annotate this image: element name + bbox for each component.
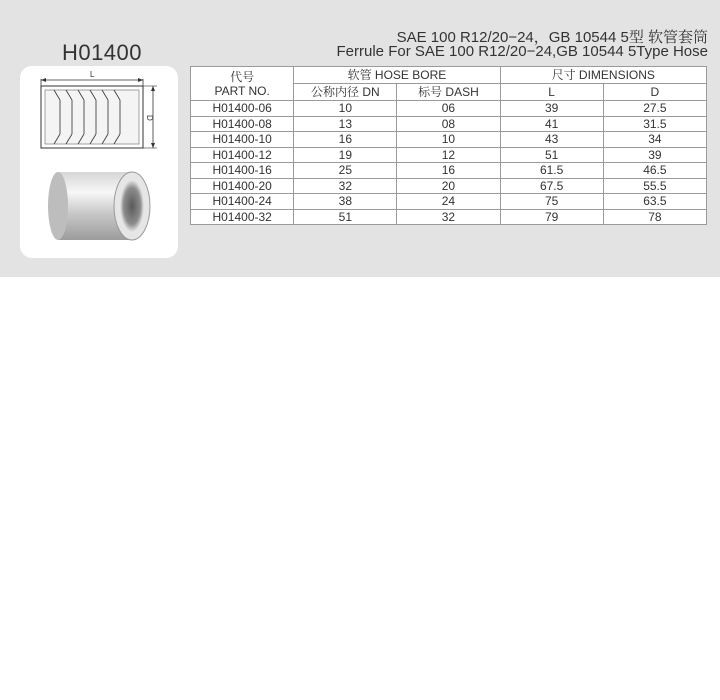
table-row xyxy=(191,101,707,117)
table-header-row xyxy=(191,67,707,84)
model-number: H01400 xyxy=(61,40,143,65)
cross-section-drawing xyxy=(41,70,157,148)
header-dn: 公称内径 DN xyxy=(294,84,397,101)
cell-dn: 25 xyxy=(294,163,397,179)
dimensions-table xyxy=(190,66,707,225)
cell-dash: 16 xyxy=(397,163,500,179)
cell-dash: 10 xyxy=(397,132,500,148)
ferrule-photo xyxy=(48,172,150,240)
cell-part: H01400-06 xyxy=(191,101,294,117)
cell-d: 63.5 xyxy=(603,194,706,210)
table-row xyxy=(191,209,707,225)
table-row xyxy=(191,163,707,179)
cell-l: 61.5 xyxy=(500,163,603,179)
cell-l: 79 xyxy=(500,209,603,225)
cell-dash: 20 xyxy=(397,178,500,194)
cell-part: H01400-12 xyxy=(191,147,294,163)
cell-dash: 32 xyxy=(397,209,500,225)
table-row xyxy=(191,132,707,148)
cell-dash: 08 xyxy=(397,116,500,132)
dimension-label-l: L xyxy=(90,70,95,79)
dimension-label-d: D xyxy=(145,115,154,121)
cell-d: 46.5 xyxy=(603,163,706,179)
cell-dn: 16 xyxy=(294,132,397,148)
cell-l: 43 xyxy=(500,132,603,148)
cell-part: H01400-16 xyxy=(191,163,294,179)
cell-dash: 12 xyxy=(397,147,500,163)
header-dash: 标号 DASH xyxy=(397,84,500,101)
header-part-en: PART NO. xyxy=(214,83,270,98)
cell-dn: 32 xyxy=(294,178,397,194)
cell-l: 75 xyxy=(500,194,603,210)
cell-d: 39 xyxy=(603,147,706,163)
table-row xyxy=(191,116,707,132)
cell-part: H01400-10 xyxy=(191,132,294,148)
cell-dn: 38 xyxy=(294,194,397,210)
cell-l: 51 xyxy=(500,147,603,163)
cell-dash: 06 xyxy=(397,101,500,117)
table-row xyxy=(191,194,707,210)
product-image-card xyxy=(20,66,178,258)
cell-part: H01400-32 xyxy=(191,209,294,225)
header-part-no xyxy=(191,67,294,101)
table-row xyxy=(191,147,707,163)
cell-part: H01400-08 xyxy=(191,116,294,132)
cell-part: H01400-24 xyxy=(191,194,294,210)
table-row xyxy=(191,178,707,194)
cell-dash: 24 xyxy=(397,194,500,210)
header-l: L xyxy=(500,84,603,101)
cell-d: 55.5 xyxy=(603,178,706,194)
cell-dn: 51 xyxy=(294,209,397,225)
cell-l: 41 xyxy=(500,116,603,132)
title-line-1: SAE 100 R12/20−24，GB 10544 5型 软管套筒 xyxy=(396,29,708,46)
cell-d: 78 xyxy=(603,209,706,225)
cell-dn: 13 xyxy=(294,116,397,132)
cell-l: 39 xyxy=(500,101,603,117)
cell-dn: 10 xyxy=(294,101,397,117)
cell-d: 31.5 xyxy=(603,116,706,132)
cell-d: 27.5 xyxy=(603,101,706,117)
title-line-2: Ferrule For SAE 100 R12/20−24,GB 10544 5Type Hose xyxy=(336,43,708,60)
header-dimensions: 尺寸 DIMENSIONS xyxy=(500,67,706,84)
cell-l: 67.5 xyxy=(500,178,603,194)
header-hose-bore: 软管 HOSE BORE xyxy=(294,67,500,84)
cell-dn: 19 xyxy=(294,147,397,163)
header-part-zh: 代号 xyxy=(230,69,255,84)
ferrule-illustration xyxy=(20,66,178,258)
cell-d: 34 xyxy=(603,132,706,148)
cell-part: H01400-20 xyxy=(191,178,294,194)
header-d: D xyxy=(603,84,706,101)
